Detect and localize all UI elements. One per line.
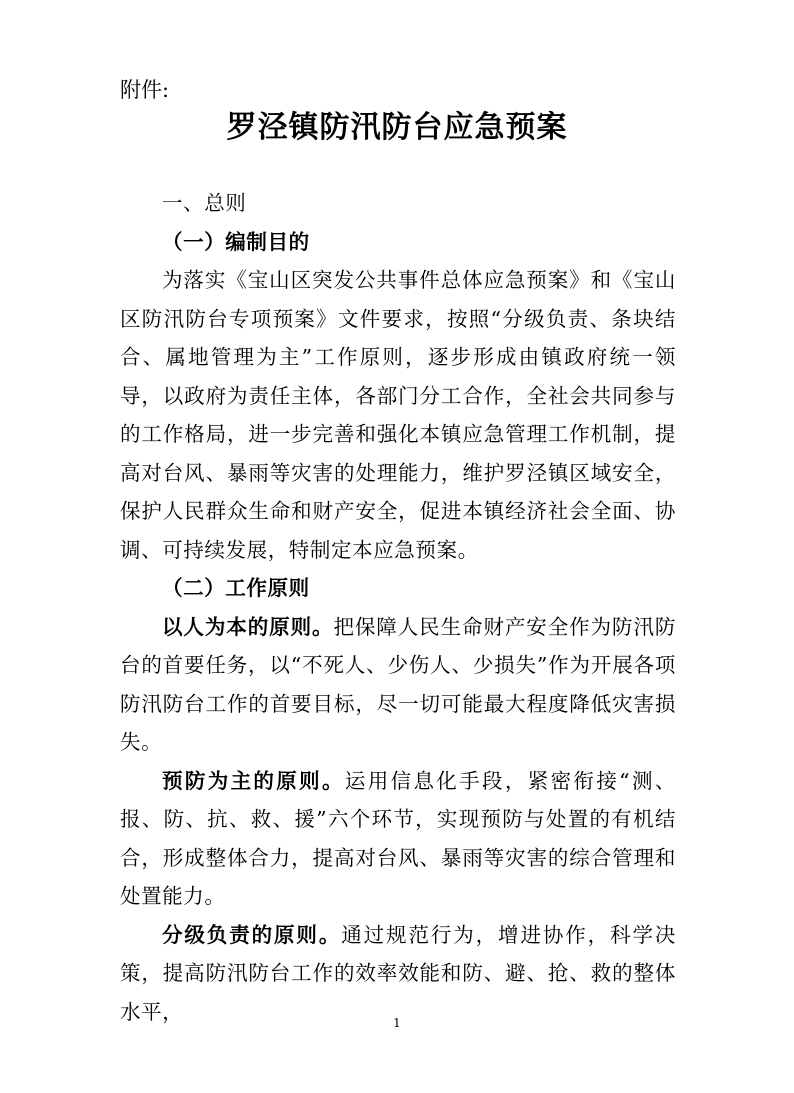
paragraph-graded-responsibility bbox=[120, 916, 676, 1032]
paragraph-purpose: 为落实《宝山区突发公共事件总体应急预案》和《宝山区防汛防台专项预案》文件要求，按照“分级负责、条块结合、属地管理为主”工作原则，逐步形成由镇政府统一领导，以政府为责任主体，各部门分工合作，全社会共同参与的工作格局，进一步完善和强化本镇应急管理工作机制，提高对台风、暴雨等灾害的处理能力，维护罗泾镇区域安全，保护人民群众生命和财产安全，促进本镇经济社会全面、协调、可持续发展，特制定本应急预案。 bbox=[120, 268, 676, 562]
attachment-label: 附件: bbox=[120, 78, 170, 102]
principle-title-prevention-first: 预防为主的原则。 bbox=[162, 768, 345, 793]
subsection-heading-purpose: （一）编制目的 bbox=[162, 229, 310, 254]
document-body bbox=[120, 184, 676, 1031]
subsection-heading-principles: （二）工作原则 bbox=[162, 576, 310, 600]
principle-text-people-first: 把保障人民生命财产安全作为防汛防台的首要任务，以“不死人、少伤人、少损失”作为开展各项防汛防台工作的首要目标，尽一切可能最大程度降低灾害损失。 bbox=[120, 614, 676, 754]
paragraph-prevention-first bbox=[120, 762, 676, 916]
principle-title-people-first: 以人为本的原则。 bbox=[162, 614, 334, 639]
document-title: 罗泾镇防汛防台应急预案 bbox=[226, 110, 568, 145]
section-heading-general: 一、总则 bbox=[162, 191, 247, 215]
paragraph-people-first bbox=[120, 608, 676, 762]
principle-title-graded-responsibility: 分级负责的原则。 bbox=[162, 922, 342, 947]
principle-text-prevention-first: 运用信息化手段，紧密衔接“测、报、防、抗、救、援”六个环节，实现预防与处置的有机结合，形成整体合力，提高对台风、暴雨等灾害的综合管理和处置能力。 bbox=[120, 768, 676, 908]
page-number: 1 bbox=[393, 1016, 401, 1030]
principle-text-graded-responsibility: 通过规范行为，增进协作，科学决策，提高防汛防台工作的效率效能和防、避、抢、救的整体水平， bbox=[120, 922, 676, 1024]
